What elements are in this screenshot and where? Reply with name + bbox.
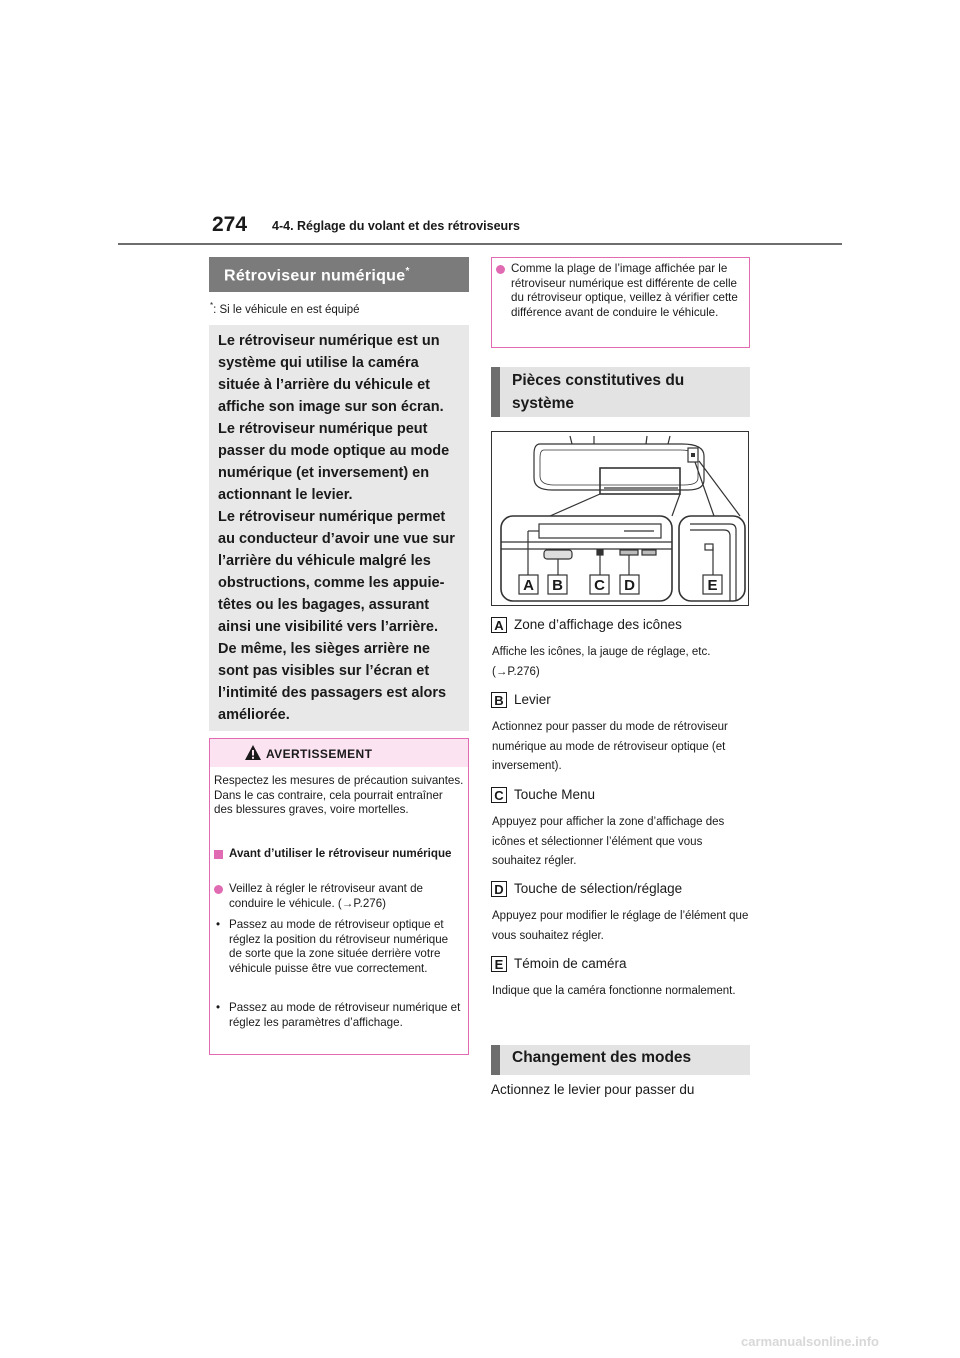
mirror-diagram xyxy=(491,431,749,606)
part-title: Zone d’affichage des icônes xyxy=(514,617,682,632)
intro-paragraph: Le rétroviseur numérique est un système qui utilise la caméra située à l’arrière du véhicule et affiche son image sur son écran. xyxy=(218,333,444,415)
warning-list-item xyxy=(214,918,464,976)
body-text: Actionnez le levier pour passer du xyxy=(491,1082,695,1097)
diagram-label-e: E xyxy=(707,577,718,594)
note-text: Comme la plage de l’image affichée par le rétroviseur numérique est différente de celle du rétroviseur optique, veillez à vérifier cette différence avant de conduire le véhicule. xyxy=(511,262,738,319)
diagram-label-d: D xyxy=(624,577,635,594)
mirror-illustration xyxy=(492,432,748,605)
part-description: Actionnez pour passer du mode de rétroviseur numérique au mode de rétroviseur optique (et inversement). xyxy=(492,721,728,772)
footnote-mark: * xyxy=(210,301,214,310)
round-bullet-icon xyxy=(496,265,505,274)
intro-box xyxy=(209,325,469,731)
warning-title: AVERTISSEMENT xyxy=(266,747,373,761)
part-title: Levier xyxy=(514,692,551,707)
part-title: Touche de sélection/réglage xyxy=(514,881,683,896)
warning-bullet-text: Veillez à régler le rétroviseur avant de conduire le véhicule. (→P.276) xyxy=(229,882,423,910)
part-letter: D xyxy=(491,881,507,897)
diagram-label-a: A xyxy=(523,577,534,594)
part-title: Témoin de caméra xyxy=(514,956,627,971)
header-divider xyxy=(118,243,842,245)
part-description: Affiche les icônes, la jauge de réglage, etc. (→P.276) xyxy=(492,646,711,678)
section-title-mark: * xyxy=(405,266,410,277)
intro-paragraph: Le rétroviseur numérique permet au conducteur d’avoir une vue sur l’arrière du véhicule malgré les obstructions, comme les appuie-têtes ou les bagages, assurant ainsi une visibilité vers l’arrière. De même, les sièges arrière ne sont pas visibles sur l’écran et l’intimité des passagers est alors améliorée. xyxy=(218,509,455,723)
diagram-label-c: C xyxy=(594,577,605,594)
part-description: Indique que la caméra fonctionne normalement. xyxy=(492,985,736,997)
round-bullet-icon xyxy=(214,885,223,894)
section-title-text: Rétroviseur numérique xyxy=(224,267,406,285)
warning-box xyxy=(209,738,469,1055)
warning-bullet xyxy=(214,882,464,911)
footnote xyxy=(210,301,360,316)
part-description: Appuyez pour modifier le réglage de l’élément que vous souhaitez régler. xyxy=(492,910,749,942)
dot-bullet-icon: • xyxy=(216,918,221,931)
part-description: Appuyez pour afficher la zone d’affichage des icônes et sélectionner l’élément que vous souhaitez régler. xyxy=(492,816,725,867)
warning-subheading-text: Avant d’utiliser le rétroviseur numérique xyxy=(229,847,452,860)
warning-list-text: Passez au mode de rétroviseur optique et réglez la position du rétroviseur numérique de sorte que la zone située derrière votre véhicule puisse être vue correctement. xyxy=(229,918,449,975)
part-title: Touche Menu xyxy=(514,787,596,802)
page-number: 274 xyxy=(212,213,248,236)
section-title-digital-mirror xyxy=(209,257,469,292)
warning-list-text: Passez au mode de rétroviseur numérique et réglez les paramètres d’affichage. xyxy=(229,1001,461,1029)
part-letter: C xyxy=(491,787,507,803)
part-letter: E xyxy=(491,956,507,972)
diagram-label-b: B xyxy=(552,577,563,594)
warning-icon xyxy=(244,744,262,761)
chapter-title: 4-4. Réglage du volant et des rétroviseurs xyxy=(272,219,520,233)
dot-bullet-icon: • xyxy=(216,1001,221,1014)
warning-intro: Respectez les mesures de précaution suivantes. Dans le cas contraire, cela pourrait entraîner des blessures graves, voire mortelles. xyxy=(214,774,464,817)
warning-title-bar xyxy=(210,739,468,767)
watermark: carmanualsonline.info xyxy=(741,1334,879,1349)
warning-list-item xyxy=(214,1001,464,1030)
part-letter: B xyxy=(491,692,507,708)
footnote-text: : Si le véhicule en est équipé xyxy=(213,303,360,316)
section-title-components: Pièces constitutives du système xyxy=(491,367,750,417)
note-box xyxy=(491,257,750,348)
part-letter: A xyxy=(491,617,507,633)
intro-paragraph: Le rétroviseur numérique peut passer du mode optique au mode numérique (et inversement) en actionnant le levier. xyxy=(218,421,450,503)
section-title-mode-change: Changement des modes xyxy=(491,1045,750,1075)
square-bullet-icon xyxy=(214,850,223,859)
warning-subheading xyxy=(214,847,464,862)
